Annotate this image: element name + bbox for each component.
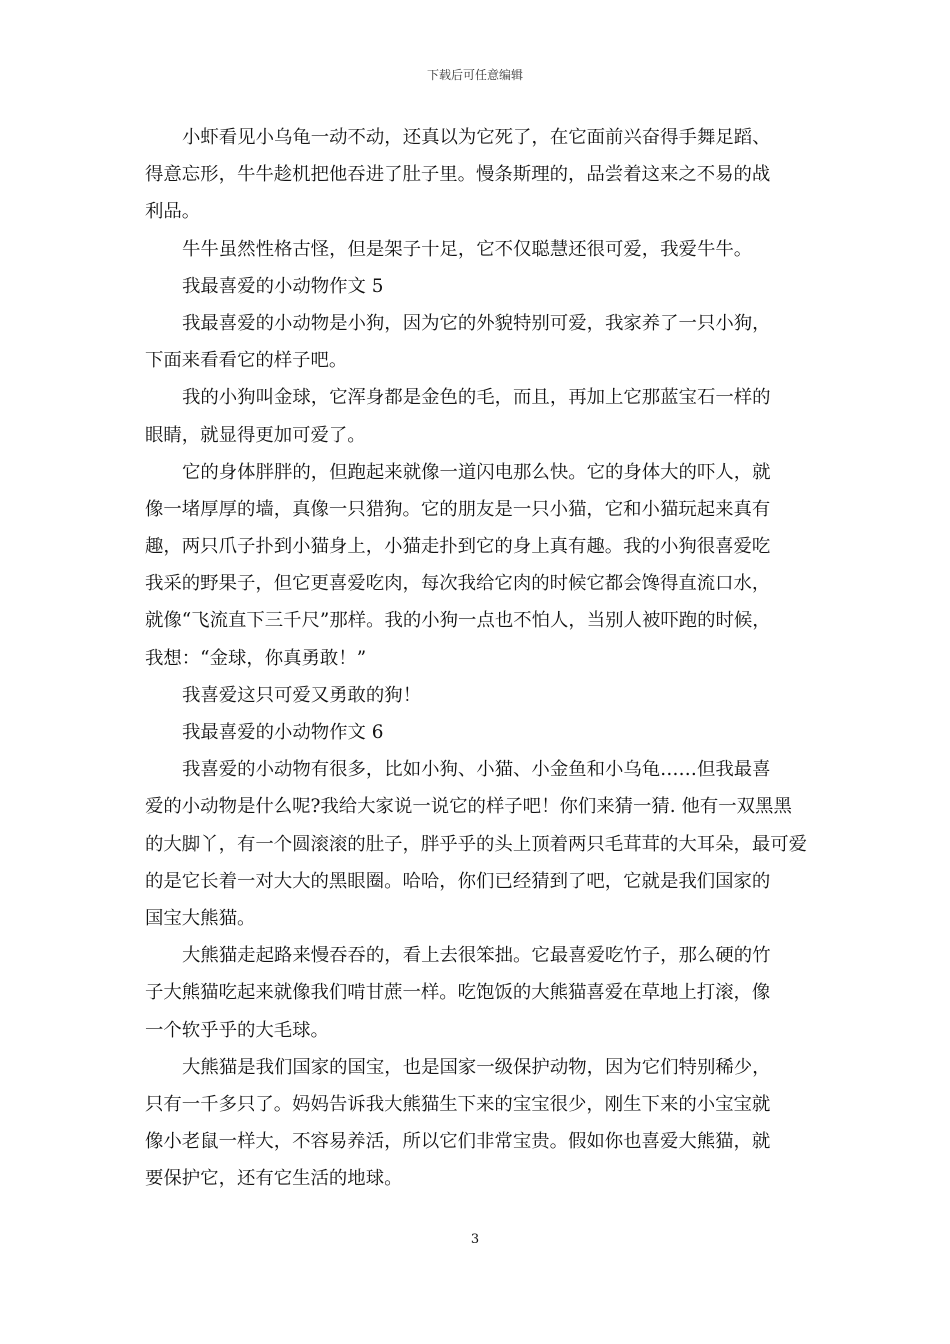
text-line: 就像“飞流直下三千尺”那样。我的小狗一点也不怕人，当别人被吓跑的时候， bbox=[145, 610, 771, 632]
text-line: 子大熊猫吃起来就像我们啃甘蔗一样。吃饱饭的大熊猫喜爱在草地上打滚，像 bbox=[145, 982, 771, 1004]
text-line: 的大脚丫，有一个圆滚滚的肚子，胖乎乎的头上顶着两只毛茸茸的大耳朵，最可爱 bbox=[145, 833, 808, 855]
text-line: 一个软乎乎的大毛球。 bbox=[145, 1019, 329, 1041]
text-line: 像小老鼠一样大，不容易养活，所以它们非常宝贵。假如你也喜爱大熊猫，就 bbox=[145, 1131, 771, 1153]
text-line: 眼睛，就显得更加可爱了。 bbox=[145, 424, 366, 446]
text-line: 我的小狗叫金球，它浑身都是金色的毛，而且，再加上它那蓝宝石一样的 bbox=[182, 387, 771, 409]
text-line: 大熊猫走起路来慢吞吞的，看上去很笨拙。它最喜爱吃竹子，那么硬的竹 bbox=[182, 945, 771, 967]
text-line: 我想：“金球，你真勇敢！” bbox=[145, 647, 367, 669]
text-line: 要保护它，还有它生活的地球。 bbox=[145, 1168, 403, 1190]
text-line: 小虾看见小乌龟一动不动，还真以为它死了，在它面前兴奋得手舞足蹈、 bbox=[182, 127, 771, 148]
text-line: 得意忘形，牛牛趁机把他吞进了肚子里。慢条斯理的，品尝着这来之不易的战 bbox=[145, 164, 771, 186]
text-line: 我最喜爱的小动物作文 6 bbox=[182, 722, 384, 743]
document-body bbox=[145, 119, 815, 1197]
text-line: 我采的野果子，但它更喜爱吃肉，每次我给它肉的时候它都会馋得直流口水， bbox=[145, 573, 771, 595]
text-line: 下面来看看它的样子吧。 bbox=[145, 350, 348, 372]
text-line: 爱的小动物是什么呢?我给大家说一说它的样子吧！你们来猜一猜. 他有一双黑黑 bbox=[145, 796, 792, 818]
text-line: 它的身体胖胖的，但跑起来就像一道闪电那么快。它的身体大的吓人，就 bbox=[182, 461, 771, 483]
text-line: 只有一千多只了。妈妈告诉我大熊猫生下来的宝宝很少，刚生下来的小宝宝就 bbox=[145, 1093, 771, 1115]
text-line: 趣，两只爪子扑到小猫身上，小猫走扑到它的身上真有趣。我的小狗很喜爱吃 bbox=[145, 536, 771, 558]
text-line: 大熊猫是我们国家的国宝，也是国家一级保护动物，因为它们特别稀少， bbox=[182, 1056, 771, 1078]
text-line: 的是它长着一对大大的黑眼圈。哈哈，你们已经猜到了吧，它就是我们国家的 bbox=[145, 870, 771, 892]
text-line: 国宝大熊猫。 bbox=[145, 907, 256, 929]
page-number: 3 bbox=[470, 1232, 480, 1247]
text-line: 利品。 bbox=[145, 201, 201, 223]
text-line: 我最喜爱的小动物是小狗，因为它的外貌特别可爱，我家养了一只小狗， bbox=[182, 312, 771, 334]
page-header: 下载后可任意编辑 bbox=[426, 68, 523, 82]
text-line: 我喜爱这只可爱又勇敢的狗！ bbox=[182, 684, 422, 706]
text-line: 牛牛虽然性格古怪，但是架子十足，它不仅聪慧还很可爱，我爱牛牛。 bbox=[182, 238, 753, 260]
text-line: 我喜爱的小动物有很多，比如小狗、小猫、小金鱼和小乌龟……但我最喜 bbox=[182, 759, 771, 781]
text-line: 我最喜爱的小动物作文 5 bbox=[182, 275, 384, 297]
text-line: 像一堵厚厚的墙，真像一只猎狗。它的朋友是一只小猫，它和小猫玩起来真有 bbox=[145, 498, 771, 520]
